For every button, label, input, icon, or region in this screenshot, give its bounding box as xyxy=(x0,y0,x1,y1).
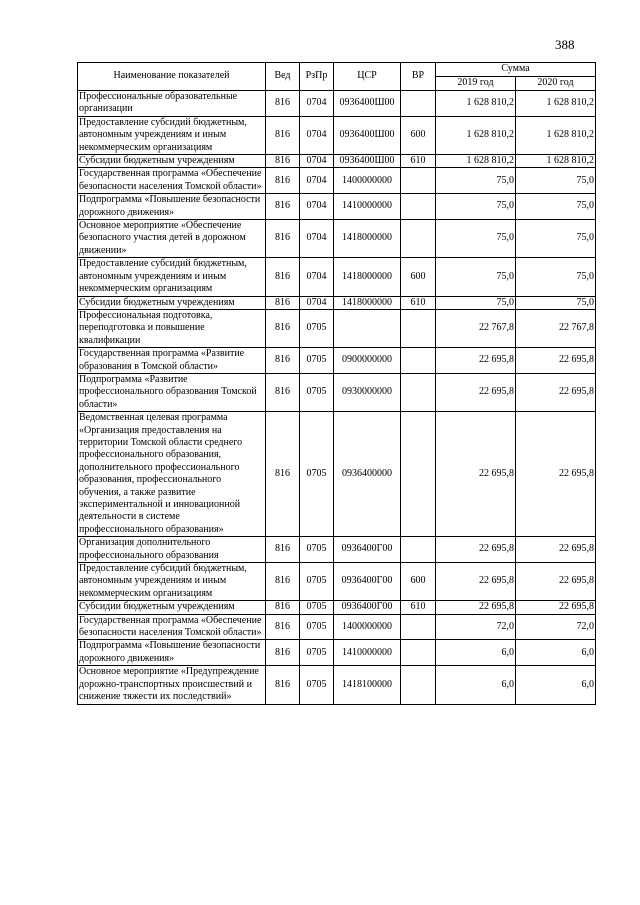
row-sum-2019: 6,0 xyxy=(436,666,516,704)
table-row xyxy=(78,348,596,374)
row-sum-2019: 72,0 xyxy=(436,614,516,640)
table-row xyxy=(78,258,596,296)
row-csr: 0936400Ш00 xyxy=(334,116,401,154)
row-vr xyxy=(401,614,436,640)
row-ved: 816 xyxy=(266,412,300,537)
row-ved: 816 xyxy=(266,168,300,194)
row-vr: 600 xyxy=(401,116,436,154)
row-sum-2019: 22 695,8 xyxy=(436,412,516,537)
table-row xyxy=(78,309,596,347)
row-rzpr: 0705 xyxy=(300,601,334,614)
row-sum-2019: 1 628 810,2 xyxy=(436,116,516,154)
row-sum-2019: 75,0 xyxy=(436,296,516,309)
header-ved: Вед xyxy=(266,63,300,91)
row-sum-2019: 22 695,8 xyxy=(436,373,516,411)
row-sum-2020: 75,0 xyxy=(516,258,596,296)
table-row xyxy=(78,194,596,220)
row-rzpr: 0705 xyxy=(300,537,334,563)
row-name: Государственная программа «Развитие образования в Томской области» xyxy=(78,348,266,374)
table-row xyxy=(78,168,596,194)
row-name: Профессиональные образовательные организации xyxy=(78,91,266,117)
row-sum-2020: 22 695,8 xyxy=(516,563,596,601)
table-row xyxy=(78,614,596,640)
row-name: Основное мероприятие «Предупреждение дорожно-транспортных происшествий и снижение тяжести их последствий» xyxy=(78,666,266,704)
header-2020: 2020 год xyxy=(516,77,596,91)
row-name: Профессиональная подготовка, переподготовка и повышение квалификации xyxy=(78,309,266,347)
row-sum-2019: 22 695,8 xyxy=(436,537,516,563)
row-sum-2019: 6,0 xyxy=(436,640,516,666)
row-vr xyxy=(401,168,436,194)
row-ved: 816 xyxy=(266,640,300,666)
row-csr: 0936400Ш00 xyxy=(334,91,401,117)
row-sum-2020: 22 695,8 xyxy=(516,348,596,374)
row-vr: 610 xyxy=(401,155,436,168)
table-row xyxy=(78,220,596,258)
row-csr: 1418000000 xyxy=(334,258,401,296)
header-rzpr: РзПр xyxy=(300,63,334,91)
row-vr xyxy=(401,194,436,220)
row-sum-2019: 75,0 xyxy=(436,194,516,220)
row-name: Субсидии бюджетным учреждениям xyxy=(78,155,266,168)
row-name: Предоставление субсидий бюджетным, автономным учреждениям и иным некоммерческим организациям xyxy=(78,563,266,601)
row-rzpr: 0705 xyxy=(300,373,334,411)
row-vr: 610 xyxy=(401,296,436,309)
row-csr: 1418000000 xyxy=(334,220,401,258)
row-vr: 610 xyxy=(401,601,436,614)
row-csr: 1418000000 xyxy=(334,296,401,309)
row-name: Основное мероприятие «Обеспечение безопасного участия детей в дорожном движении» xyxy=(78,220,266,258)
row-sum-2020: 75,0 xyxy=(516,168,596,194)
row-sum-2020: 1 628 810,2 xyxy=(516,91,596,117)
row-ved: 816 xyxy=(266,194,300,220)
row-csr: 1410000000 xyxy=(334,194,401,220)
row-sum-2020: 75,0 xyxy=(516,220,596,258)
row-ved: 816 xyxy=(266,563,300,601)
budget-table xyxy=(77,62,596,705)
table-row xyxy=(78,373,596,411)
row-sum-2020: 1 628 810,2 xyxy=(516,155,596,168)
row-rzpr: 0705 xyxy=(300,348,334,374)
row-rzpr: 0704 xyxy=(300,168,334,194)
row-sum-2020: 22 695,8 xyxy=(516,373,596,411)
row-sum-2020: 75,0 xyxy=(516,296,596,309)
row-name: Предоставление субсидий бюджетным, автономным учреждениям и иным некоммерческим организациям xyxy=(78,258,266,296)
table-row xyxy=(78,412,596,537)
table-row xyxy=(78,666,596,704)
row-name: Государственная программа «Обеспечение безопасности населения Томской области» xyxy=(78,614,266,640)
row-name: Подпрограмма «Повышение безопасности дорожного движения» xyxy=(78,194,266,220)
header-sum: Сумма xyxy=(436,63,596,77)
row-name: Ведомственная целевая программа «Организация предоставления на территории Томской области среднего профессионального образования, дополнительного профессионального образования, профессионального обучения, а также развитие экспериментальной и инновационной деятельности в системе профессионального образования» xyxy=(78,412,266,537)
row-sum-2020: 22 695,8 xyxy=(516,537,596,563)
row-ved: 816 xyxy=(266,91,300,117)
row-sum-2019: 75,0 xyxy=(436,220,516,258)
row-sum-2020: 1 628 810,2 xyxy=(516,116,596,154)
row-csr: 0936400Г00 xyxy=(334,601,401,614)
row-csr: 1410000000 xyxy=(334,640,401,666)
row-name: Подпрограмма «Развитие профессионального образования Томской области» xyxy=(78,373,266,411)
table-body xyxy=(78,91,596,705)
row-vr: 600 xyxy=(401,563,436,601)
row-vr xyxy=(401,666,436,704)
row-ved: 816 xyxy=(266,116,300,154)
row-rzpr: 0704 xyxy=(300,91,334,117)
header-2019: 2019 год xyxy=(436,77,516,91)
table-row xyxy=(78,601,596,614)
header-vr: ВР xyxy=(401,63,436,91)
row-csr: 1418100000 xyxy=(334,666,401,704)
row-ved: 816 xyxy=(266,155,300,168)
row-sum-2020: 22 767,8 xyxy=(516,309,596,347)
row-rzpr: 0704 xyxy=(300,116,334,154)
row-rzpr: 0705 xyxy=(300,309,334,347)
table-row xyxy=(78,116,596,154)
row-rzpr: 0704 xyxy=(300,296,334,309)
row-sum-2019: 1 628 810,2 xyxy=(436,155,516,168)
row-ved: 816 xyxy=(266,348,300,374)
row-csr: 0936400000 xyxy=(334,412,401,537)
row-csr: 0900000000 xyxy=(334,348,401,374)
row-csr: 0930000000 xyxy=(334,373,401,411)
header-csr: ЦСР xyxy=(334,63,401,91)
table-row xyxy=(78,563,596,601)
row-sum-2020: 72,0 xyxy=(516,614,596,640)
row-sum-2019: 1 628 810,2 xyxy=(436,91,516,117)
row-sum-2019: 75,0 xyxy=(436,258,516,296)
row-vr xyxy=(401,91,436,117)
row-name: Государственная программа «Обеспечение безопасности населения Томской области» xyxy=(78,168,266,194)
row-vr xyxy=(401,309,436,347)
row-csr: 1400000000 xyxy=(334,614,401,640)
table-row xyxy=(78,296,596,309)
header-name: Наименование показателей xyxy=(78,63,266,91)
row-rzpr: 0705 xyxy=(300,614,334,640)
row-sum-2019: 22 767,8 xyxy=(436,309,516,347)
row-ved: 816 xyxy=(266,220,300,258)
row-rzpr: 0704 xyxy=(300,194,334,220)
row-sum-2019: 22 695,8 xyxy=(436,601,516,614)
row-csr xyxy=(334,309,401,347)
row-name: Субсидии бюджетным учреждениям xyxy=(78,296,266,309)
row-ved: 816 xyxy=(266,537,300,563)
row-sum-2019: 22 695,8 xyxy=(436,563,516,601)
row-vr xyxy=(401,373,436,411)
row-sum-2020: 6,0 xyxy=(516,666,596,704)
table-row xyxy=(78,91,596,117)
row-name: Предоставление субсидий бюджетным, автономным учреждениям и иным некоммерческим организациям xyxy=(78,116,266,154)
row-ved: 816 xyxy=(266,296,300,309)
row-csr: 1400000000 xyxy=(334,168,401,194)
row-csr: 0936400Ш00 xyxy=(334,155,401,168)
row-name: Организация дополнительного профессионального образования xyxy=(78,537,266,563)
row-sum-2020: 22 695,8 xyxy=(516,412,596,537)
row-vr xyxy=(401,640,436,666)
row-csr: 0936400Г00 xyxy=(334,537,401,563)
table-row xyxy=(78,537,596,563)
row-ved: 816 xyxy=(266,666,300,704)
row-vr xyxy=(401,220,436,258)
row-sum-2020: 75,0 xyxy=(516,194,596,220)
row-ved: 816 xyxy=(266,373,300,411)
row-rzpr: 0705 xyxy=(300,666,334,704)
row-vr: 600 xyxy=(401,258,436,296)
row-rzpr: 0705 xyxy=(300,640,334,666)
row-sum-2019: 22 695,8 xyxy=(436,348,516,374)
table-row xyxy=(78,155,596,168)
row-vr xyxy=(401,537,436,563)
row-sum-2020: 6,0 xyxy=(516,640,596,666)
row-ved: 816 xyxy=(266,614,300,640)
table-row xyxy=(78,640,596,666)
row-rzpr: 0705 xyxy=(300,563,334,601)
row-rzpr: 0704 xyxy=(300,258,334,296)
row-name: Подпрограмма «Повышение безопасности дорожного движения» xyxy=(78,640,266,666)
row-ved: 816 xyxy=(266,309,300,347)
row-rzpr: 0705 xyxy=(300,412,334,537)
row-vr xyxy=(401,412,436,537)
row-ved: 816 xyxy=(266,601,300,614)
row-name: Субсидии бюджетным учреждениям xyxy=(78,601,266,614)
row-sum-2020: 22 695,8 xyxy=(516,601,596,614)
row-vr xyxy=(401,348,436,374)
row-csr: 0936400Г00 xyxy=(334,563,401,601)
row-rzpr: 0704 xyxy=(300,220,334,258)
row-ved: 816 xyxy=(266,258,300,296)
page-number: 388 xyxy=(555,37,575,52)
row-rzpr: 0704 xyxy=(300,155,334,168)
row-sum-2019: 75,0 xyxy=(436,168,516,194)
